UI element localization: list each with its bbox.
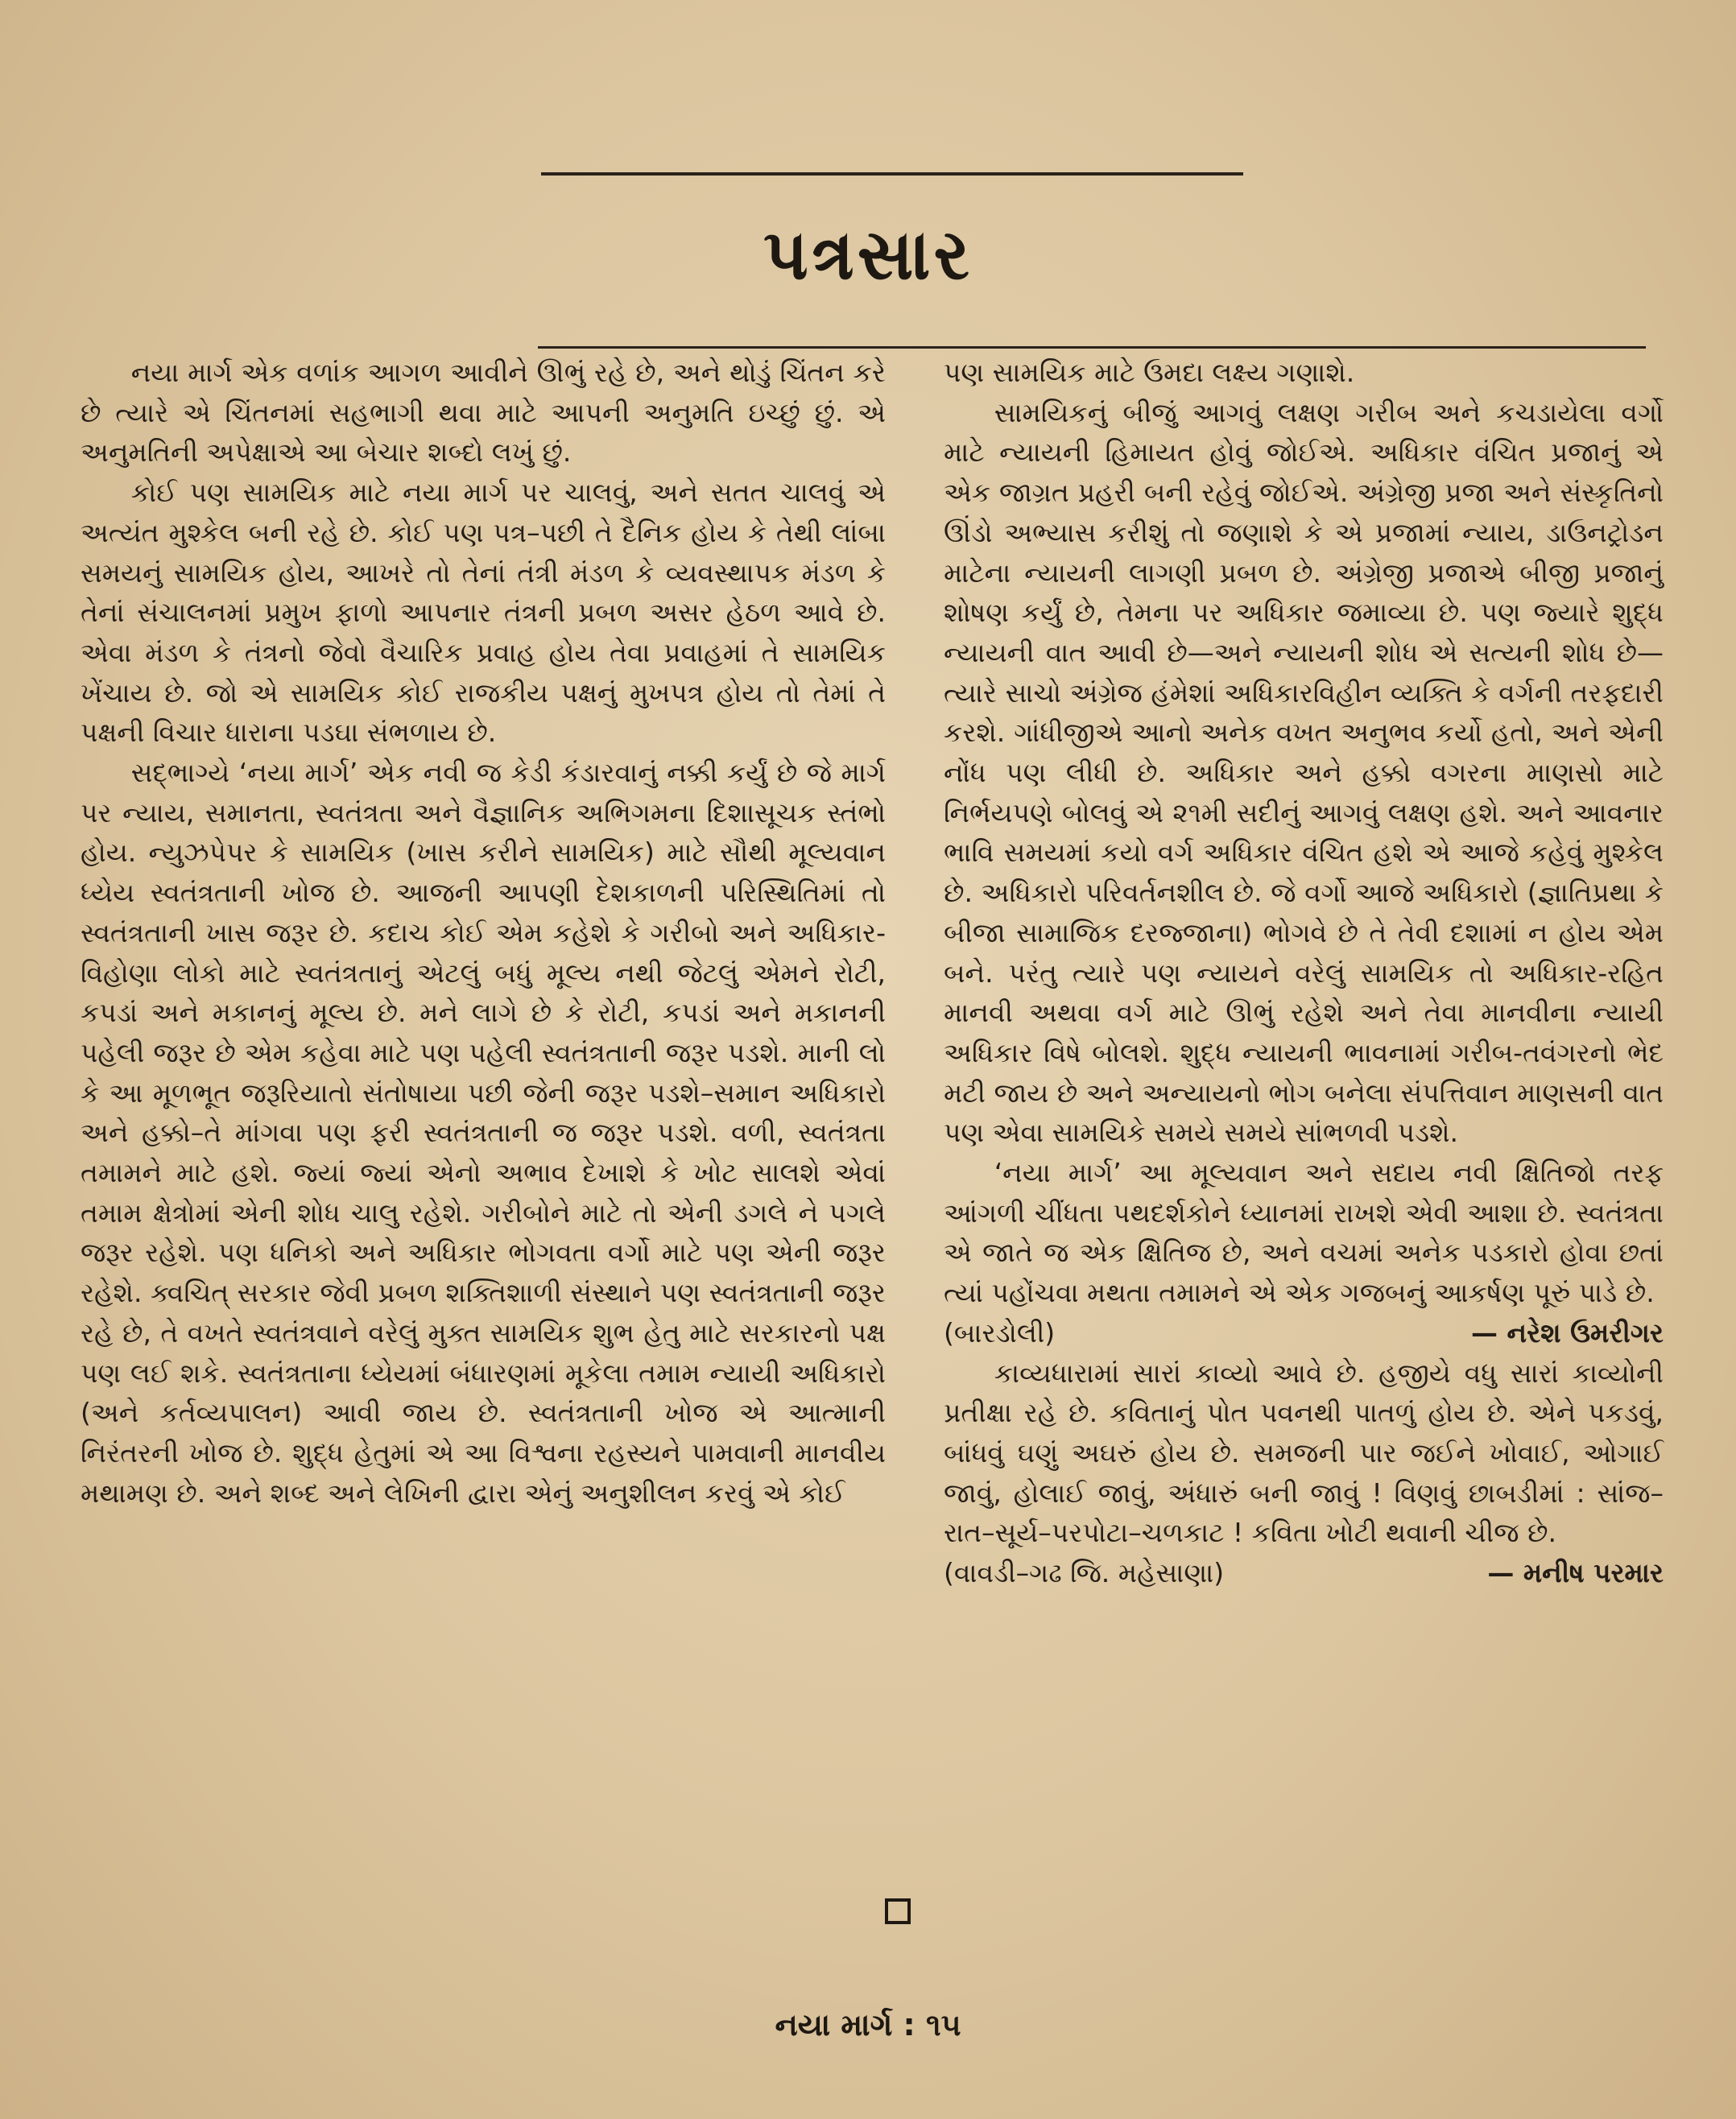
letter-signoff-2 [944,1553,1664,1593]
letter-place-2: (વાવડી–ગઢ જિ. મહેસાણા) [944,1557,1225,1589]
title-underline [538,346,1646,349]
page-title: પત્રસાર [763,215,973,295]
right-column [944,353,1664,1593]
right-paragraph-1: સામયિકનું બીજું આગવું લક્ષણ ગરીબ અને કચડાયેલા વર્ગો માટે ન્યાયની હિમાયત હોવું જોઈએ. અધિકાર વંચિત પ્રજાનું એ એક જાગ્રત પ્રહરી બની રહેવું જોઈએ. અંગ્રેજી પ્રજા અને સંસ્કૃતિનો ઊંડો અભ્યાસ કરીશું તો જણાશે કે એ પ્રજામાં ન્યાય, ડાઉનટ્રોડન માટેના ન્યાયની લાગણી પ્રબળ છે. અંગ્રેજી પ્રજાએ બીજી પ્રજાનું શોષણ કર્યું છે, તેમના પર અધિકાર જમાવ્યા છે. પણ જ્યારે શુદ્ધ ન્યાયની વાત આવી છે—અને ન્યાયની શોધ એ સત્યની શોધ છે—ત્યારે સાચો અંગ્રેજ હંમેશાં અધિકારવિહીન વ્યક્તિ કે વર્ગની તરફદારી કરશે. ગાંધીજીએ આનો અનેક વખત અનુભવ કર્યો હતો, અને એની નોંધ પણ લીધી છે. અધિકાર અને હક્કો વગરના માણસો માટે નિર્ભયપણે બોલવું એ ૨૧મી સદીનું આગવું લક્ષણ હશે. અને આવનાર ભાવિ સમયમાં કયો વર્ગ અધિકાર વંચિત હશે એ આજે કહેવું મુશ્કેલ છે. અધિકારો પરિવર્તનશીલ છે. જે વર્ગો આજે અધિકારો (જ્ઞાતિપ્રથા કે બીજા સામાજિક દરજ્જાના) ભોગવે છે તે તેવી દશામાં ન હોય એમ બને. પરંતુ ત્યારે પણ ન્યાયને વરેલું સામયિક તો અધિકાર-રહિત માનવી અથવા વર્ગ માટે ઊભું રહેશે અને તેવા માનવીના ન્યાયી અધિકાર વિષે બોલશે. શુદ્ધ ન્યાયની ભાવનામાં ગરીબ-તવંગરનો ભેદ મટી જાય છે અને અન્યાયનો ભોગ બનેલા સંપત્તિવાન માણસની વાત પણ એવા સામયિકે સમયે સમયે સાંભળવી પડશે. [944,396,1664,1149]
page-footer: નયા માર્ગ : ૧૫ [775,2007,961,2043]
left-column [81,353,886,1513]
letter-2-text: કાવ્યધારામાં સારાં કાવ્યો આવે છે. હજીયે વધુ સારાં કાવ્યોની પ્રતીક્ષા રહે છે. કવિતાનું પોત પવનથી પાતળું હોય છે. એને પકડવું, બાંધવું ઘણું અઘરું હોય છે. સમજની પાર જઈને ખોવાઈ, ઓગાઈ જાવું, હોલાઈ જાવું, અંધારું બની જાવું ! વિણવું છાબડીમાં : સાંજ–રાત–સૂર્ય–પરપોટા–ચળકાટ ! કવિતા ખોટી થવાની ચીજ છે. [944,1357,1664,1549]
right-paragraph-2: ‘નયા માર્ગ’ આ મૂલ્યવાન અને સદાય નવી ક્ષિતિજો તરફ આંગળી ચીંધતા પથદર્શકોને ધ્યાનમાં રાખશે એવી આશા છે. સ્વતંત્રતા એ જાતે જ એક ક્ષિતિજ છે, અને વચમાં અનેક પડકારો હોવા છતાં ત્યાં પહોંચવા મથતા તમામને એ એક ગજબનું આકર્ષણ પૂરું પાડે છે. [944,1157,1664,1309]
right-continuation: પણ સામયિક માટે ઉમદા લક્ષ્ય ગણાશે. [944,357,1355,388]
top-rule [541,172,1243,176]
left-paragraph-3: સદ્ભાગ્યે ‘નયા માર્ગ’ એક નવી જ કેડી કંડારવાનું નક્કી કર્યું છે જે માર્ગ પર ન્યાય, સમાનતા, સ્વતંત્રતા અને વૈજ્ઞાનિક અભિગમના દિશાસૂચક સ્તંભો હોય. ન્યુઝપેપર કે સામયિક (ખાસ કરીને સામયિક) માટે સૌથી મૂલ્યવાન ધ્યેય સ્વતંત્રતાની ખોજ છે. આજની આપણી દેશકાળની પરિસ્થિતિમાં તો સ્વતંત્રતાની ખાસ જરૂર છે. કદાચ કોઈ એમ કહેશે કે ગરીબો અને અધિકાર-વિહોણા લોકો માટે સ્વતંત્રતાનું એટલું બધું મૂલ્ય નથી જેટલું એમને રોટી, કપડાં અને મકાનનું મૂલ્ય છે. મને લાગે છે કે રોટી, કપડાં અને મકાનની પહેલી જરૂર છે એમ કહેવા માટે પણ પહેલી સ્વતંત્રતાની જરૂર પડશે. માની લો કે આ મૂળભૂત જરૂરિયાતો સંતોષાયા પછી જેની જરૂર પડશે–સમાન અધિકારો અને હક્કો–તે માંગવા પણ ફરી સ્વતંત્રતાની જ જરૂર પડશે. વળી, સ્વતંત્રતા તમામને માટે હશે. જ્યાં જ્યાં એનો અભાવ દેખાશે કે ખોટ સાલશે એવાં તમામ ક્ષેત્રોમાં એની શોધ ચાલુ રહેશે. ગરીબોને માટે તો એની ડગલે ને પગલે જરૂર રહેશે. પણ ધનિકો અને અધિકાર ભોગવતા વર્ગો માટે પણ એની જરૂર રહેશે. ક્વચિત્ સરકાર જેવી પ્રબળ શક્તિશાળી સંસ્થાને પણ સ્વતંત્રતાની જરૂર રહે છે, તે વખતે સ્વતંત્રવાને વરેલું મુક્ત સામયિક શુભ હેતુ માટે સરકારનો પક્ષ પણ લઈ શકે. સ્વતંત્રતાના ધ્યેયમાં બંધારણમાં મૂકેલા તમામ ન્યાયી અધિકારો (અને કર્તવ્યપાલન) આવી જાય છે. સ્વતંત્રતાની ખોજ એ આત્માની નિરંતરની ખોજ છે. શુદ્ધ હેતુમાં એ આ વિશ્વના રહસ્યને પામવાની માનવીય મથામણ છે. અને શબ્દ અને લેખિની દ્વારા એનું અનુશીલન કરવું એ કોઈ [81,757,886,1509]
letter-signature-1: — નરેશ ઉમરીગર [1471,1316,1664,1349]
left-paragraph-2: કોઈ પણ સામયિક માટે નયા માર્ગ પર ચાલવું, અને સતત ચાલવું એ અત્યંત મુશ્કેલ બની રહે છે. કોઈ પણ પત્ર–પછી તે દૈનિક હોય કે તેથી લાંબા સમયનું સામયિક હોય, આખરે તો તેનાં તંત્રી મંડળ કે વ્યવસ્થાપક મંડળ કે તેનાં સંચાલનમાં પ્રમુખ ફાળો આપનાર તંત્રની પ્રબળ અસર હેઠળ આવે છે. એવા મંડળ કે તંત્રનો જેવો વૈચારિક પ્રવાહ હોય તેવા પ્રવાહમાં તે સામયિક ખેંચાય છે. જો એ સામયિક કોઈ રાજકીય પક્ષનું મુખપત્ર હોય તો તેમાં તે પક્ષની વિચાર ધારાના પડઘા સંભળાય છે. [81,477,886,749]
section-end-box-icon [885,1898,911,1924]
left-paragraph-1: નયા માર્ગ એક વળાંક આગળ આવીને ઊભું રહે છે, અને થોડું ચિંતન કરે છે ત્યારે એ ચિંતનમાં સહભાગી થવા માટે આપની અનુમતિ ઇચ્છું છું. એ અનુમતિની અપેક્ષાએ આ બેચાર શબ્દો લખું છું. [81,357,886,469]
letter-signature-2: — મનીષ પરમાર [1487,1557,1664,1589]
letter-signoff-1 [944,1313,1664,1353]
letter-place-1: (બારડોલી) [944,1316,1056,1349]
